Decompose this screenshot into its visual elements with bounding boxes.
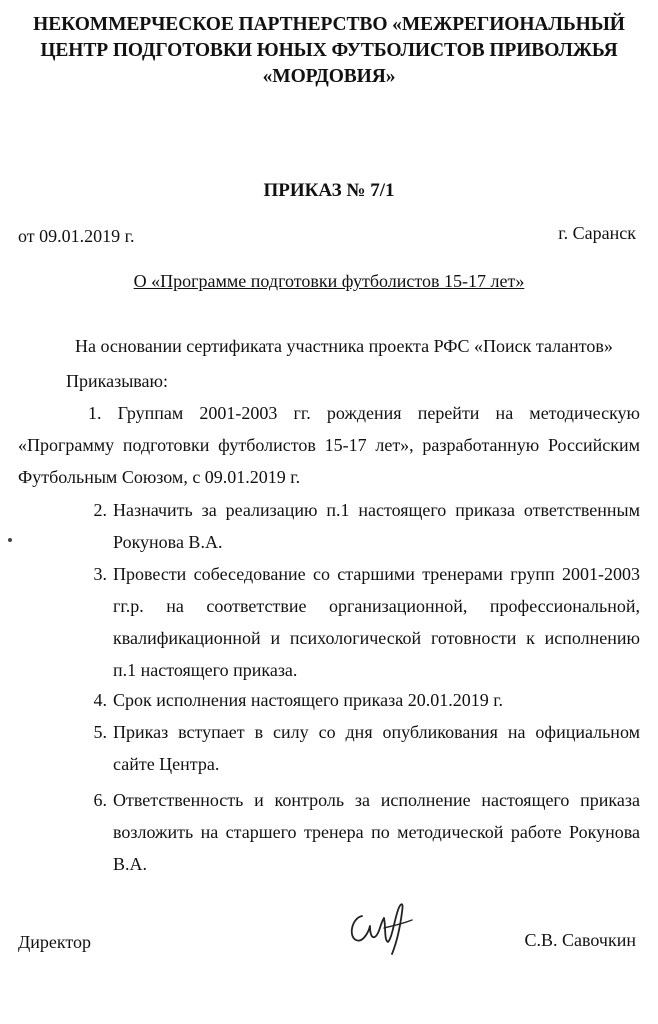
scan-speck <box>8 538 12 542</box>
organization-header <box>20 12 638 90</box>
item-3-line-4: п.1 настоящего приказа. <box>113 660 298 680</box>
order-directive: Приказываю: <box>66 371 168 391</box>
item-1-line-3: Футбольным Союзом, с 09.01.2019 г. <box>18 467 301 487</box>
header-line-3: «МОРДОВИЯ» <box>262 66 396 87</box>
item-3-line-2: гг.р. на соответствие организационной, профессиональной, <box>113 596 640 616</box>
item-5-line-1: Приказ вступает в силу со дня опубликования на официальном <box>113 722 640 742</box>
order-item-1 <box>18 397 640 493</box>
item-1-line-1: Группам 2001-2003 гг. рождения перейти на методическую <box>117 403 641 423</box>
signatory-position: Директор <box>18 932 92 952</box>
order-title: ПРИКАЗ № 7/1 <box>263 180 395 201</box>
handwritten-signature <box>340 888 420 958</box>
item-number: 5. <box>93 722 107 742</box>
order-basis: На основании сертификата участника проекта РФС «Поиск талантов» <box>75 336 613 356</box>
item-number: 6. <box>93 790 107 810</box>
item-1-line-2: «Программу подготовки футболистов 15-17 лет», разработанную Российским <box>18 435 640 455</box>
item-5-line-2: сайте Центра. <box>113 754 220 774</box>
item-4-line-1: Срок исполнения настоящего приказа 20.01.2019 г. <box>113 690 504 710</box>
item-3-line-3: квалификационной и психологической готовности к исполнению <box>113 628 640 648</box>
item-number: 1. <box>88 403 102 423</box>
signatory-name: С.В. Савочкин <box>524 930 636 950</box>
item-6-line-3: В.А. <box>113 854 148 874</box>
item-6-line-2: возложить на старшего тренера по методической работе Рокунова <box>113 822 640 842</box>
item-6-line-1: Ответственность и контроль за исполнение настоящего приказа <box>113 790 640 810</box>
item-number: 2. <box>93 500 107 520</box>
item-number: 4. <box>93 690 107 710</box>
item-number: 3. <box>93 564 107 584</box>
order-city: г. Саранск <box>558 223 636 243</box>
item-2-line-2: Рокунова В.А. <box>113 532 223 552</box>
item-3-line-1: Провести собеседование со старшими тренерами групп 2001-2003 <box>113 564 640 584</box>
header-line-1: НЕКОММЕРЧЕСКОЕ ПАРТНЕРСТВО «МЕЖРЕГИОНАЛЬНЫЙ <box>33 14 625 35</box>
header-line-2: ЦЕНТР ПОДГОТОВКИ ЮНЫХ ФУТБОЛИСТОВ ПРИВОЛЖЬЯ <box>40 40 618 61</box>
item-2-line-1: Назначить за реализацию п.1 настоящего приказа ответственным <box>113 500 640 520</box>
order-date: от 09.01.2019 г. <box>18 226 135 246</box>
order-subject: О «Программе подготовки футболистов 15-17 лет» <box>133 271 525 291</box>
